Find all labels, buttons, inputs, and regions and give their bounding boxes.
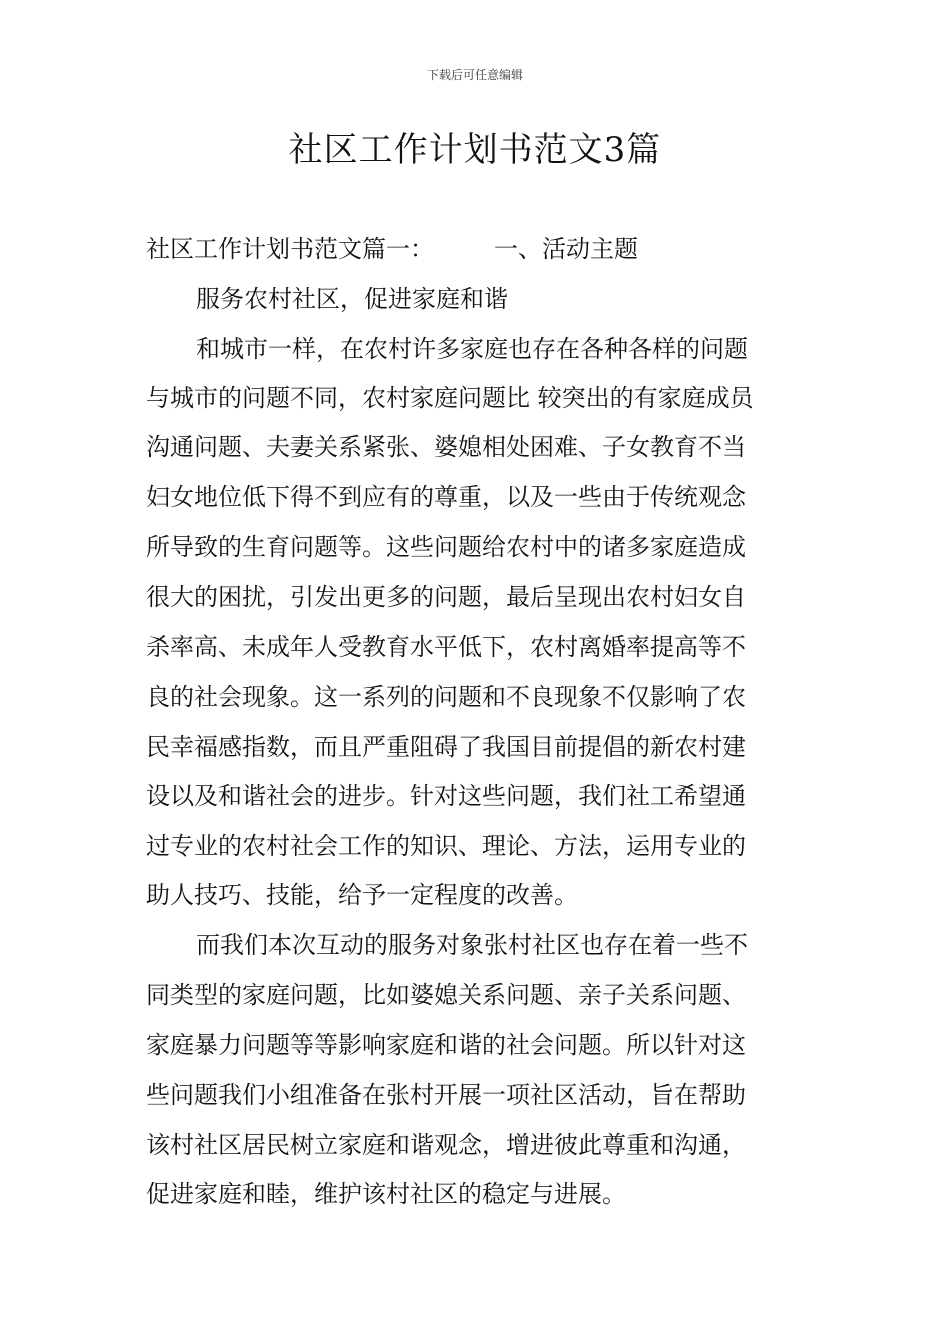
paragraph-1-line: 妇女地位低下得不到应有的尊重，以及一些由于传统观念 (146, 483, 746, 511)
paragraph-1-line: 所导致的生育问题等。这些问题给农村中的诸多家庭造成 (146, 533, 746, 561)
paragraph-1-line: 杀率高、未成年人受教育水平低下，农村离婚率提高等不 (146, 633, 746, 661)
paragraph-1-line: 助人技巧、技能，给予一定程度的改善。 (146, 881, 578, 909)
paragraph-2-line: 同类型的家庭问题，比如婆媳关系问题、亲子关系问题、 (146, 981, 746, 1009)
paragraph-1-line: 与城市的问题不同，农村家庭问题比 较突出的有家庭成员 (146, 384, 754, 412)
section-heading-line: 社区工作计划书范文篇一： 一、活动主题 (146, 235, 638, 263)
paragraph-2-line: 而我们本次互动的服务对象张村社区也存在着一些不 (196, 931, 748, 959)
paragraph-1-line: 过专业的农村社会工作的知识、理论、方法，运用专业的 (146, 832, 746, 860)
paragraph-1-line: 很大的困扰，引发出更多的问题，最后呈现出农村妇女自 (146, 583, 746, 611)
paragraph-2-line: 些问题我们小组准备在张村开展一项社区活动，旨在帮助 (146, 1081, 746, 1109)
paragraph-1-line: 民幸福感指数，而且严重阻碍了我国目前提倡的新农村建 (146, 733, 746, 761)
paragraph-1-line: 沟通问题、夫妻关系紧张、婆媳相处困难、子女教育不当 (146, 433, 746, 461)
paragraph-2-line: 家庭暴力问题等等影响家庭和谐的社会问题。所以针对这 (146, 1031, 746, 1059)
paragraph-1-line: 设以及和谐社会的进步。针对这些问题，我们社工希望通 (146, 782, 746, 810)
paragraph-1-line: 和城市一样，在农村许多家庭也存在各种各样的问题 (196, 335, 748, 363)
paragraph-2-line: 促进家庭和睦，维护该村社区的稳定与进展。 (146, 1180, 626, 1208)
document-title: 社区工作计划书范文3篇 (288, 130, 662, 170)
page-header-note: 下载后可任意编辑 (426, 68, 523, 82)
paragraph-1-line: 良的社会现象。这一系列的问题和不良现象不仅影响了农 (146, 683, 746, 711)
theme-line: 服务农村社区，促进家庭和谐 (196, 285, 508, 313)
paragraph-2-line: 该村社区居民树立家庭和谐观念，增进彼此尊重和沟通， (146, 1131, 746, 1159)
